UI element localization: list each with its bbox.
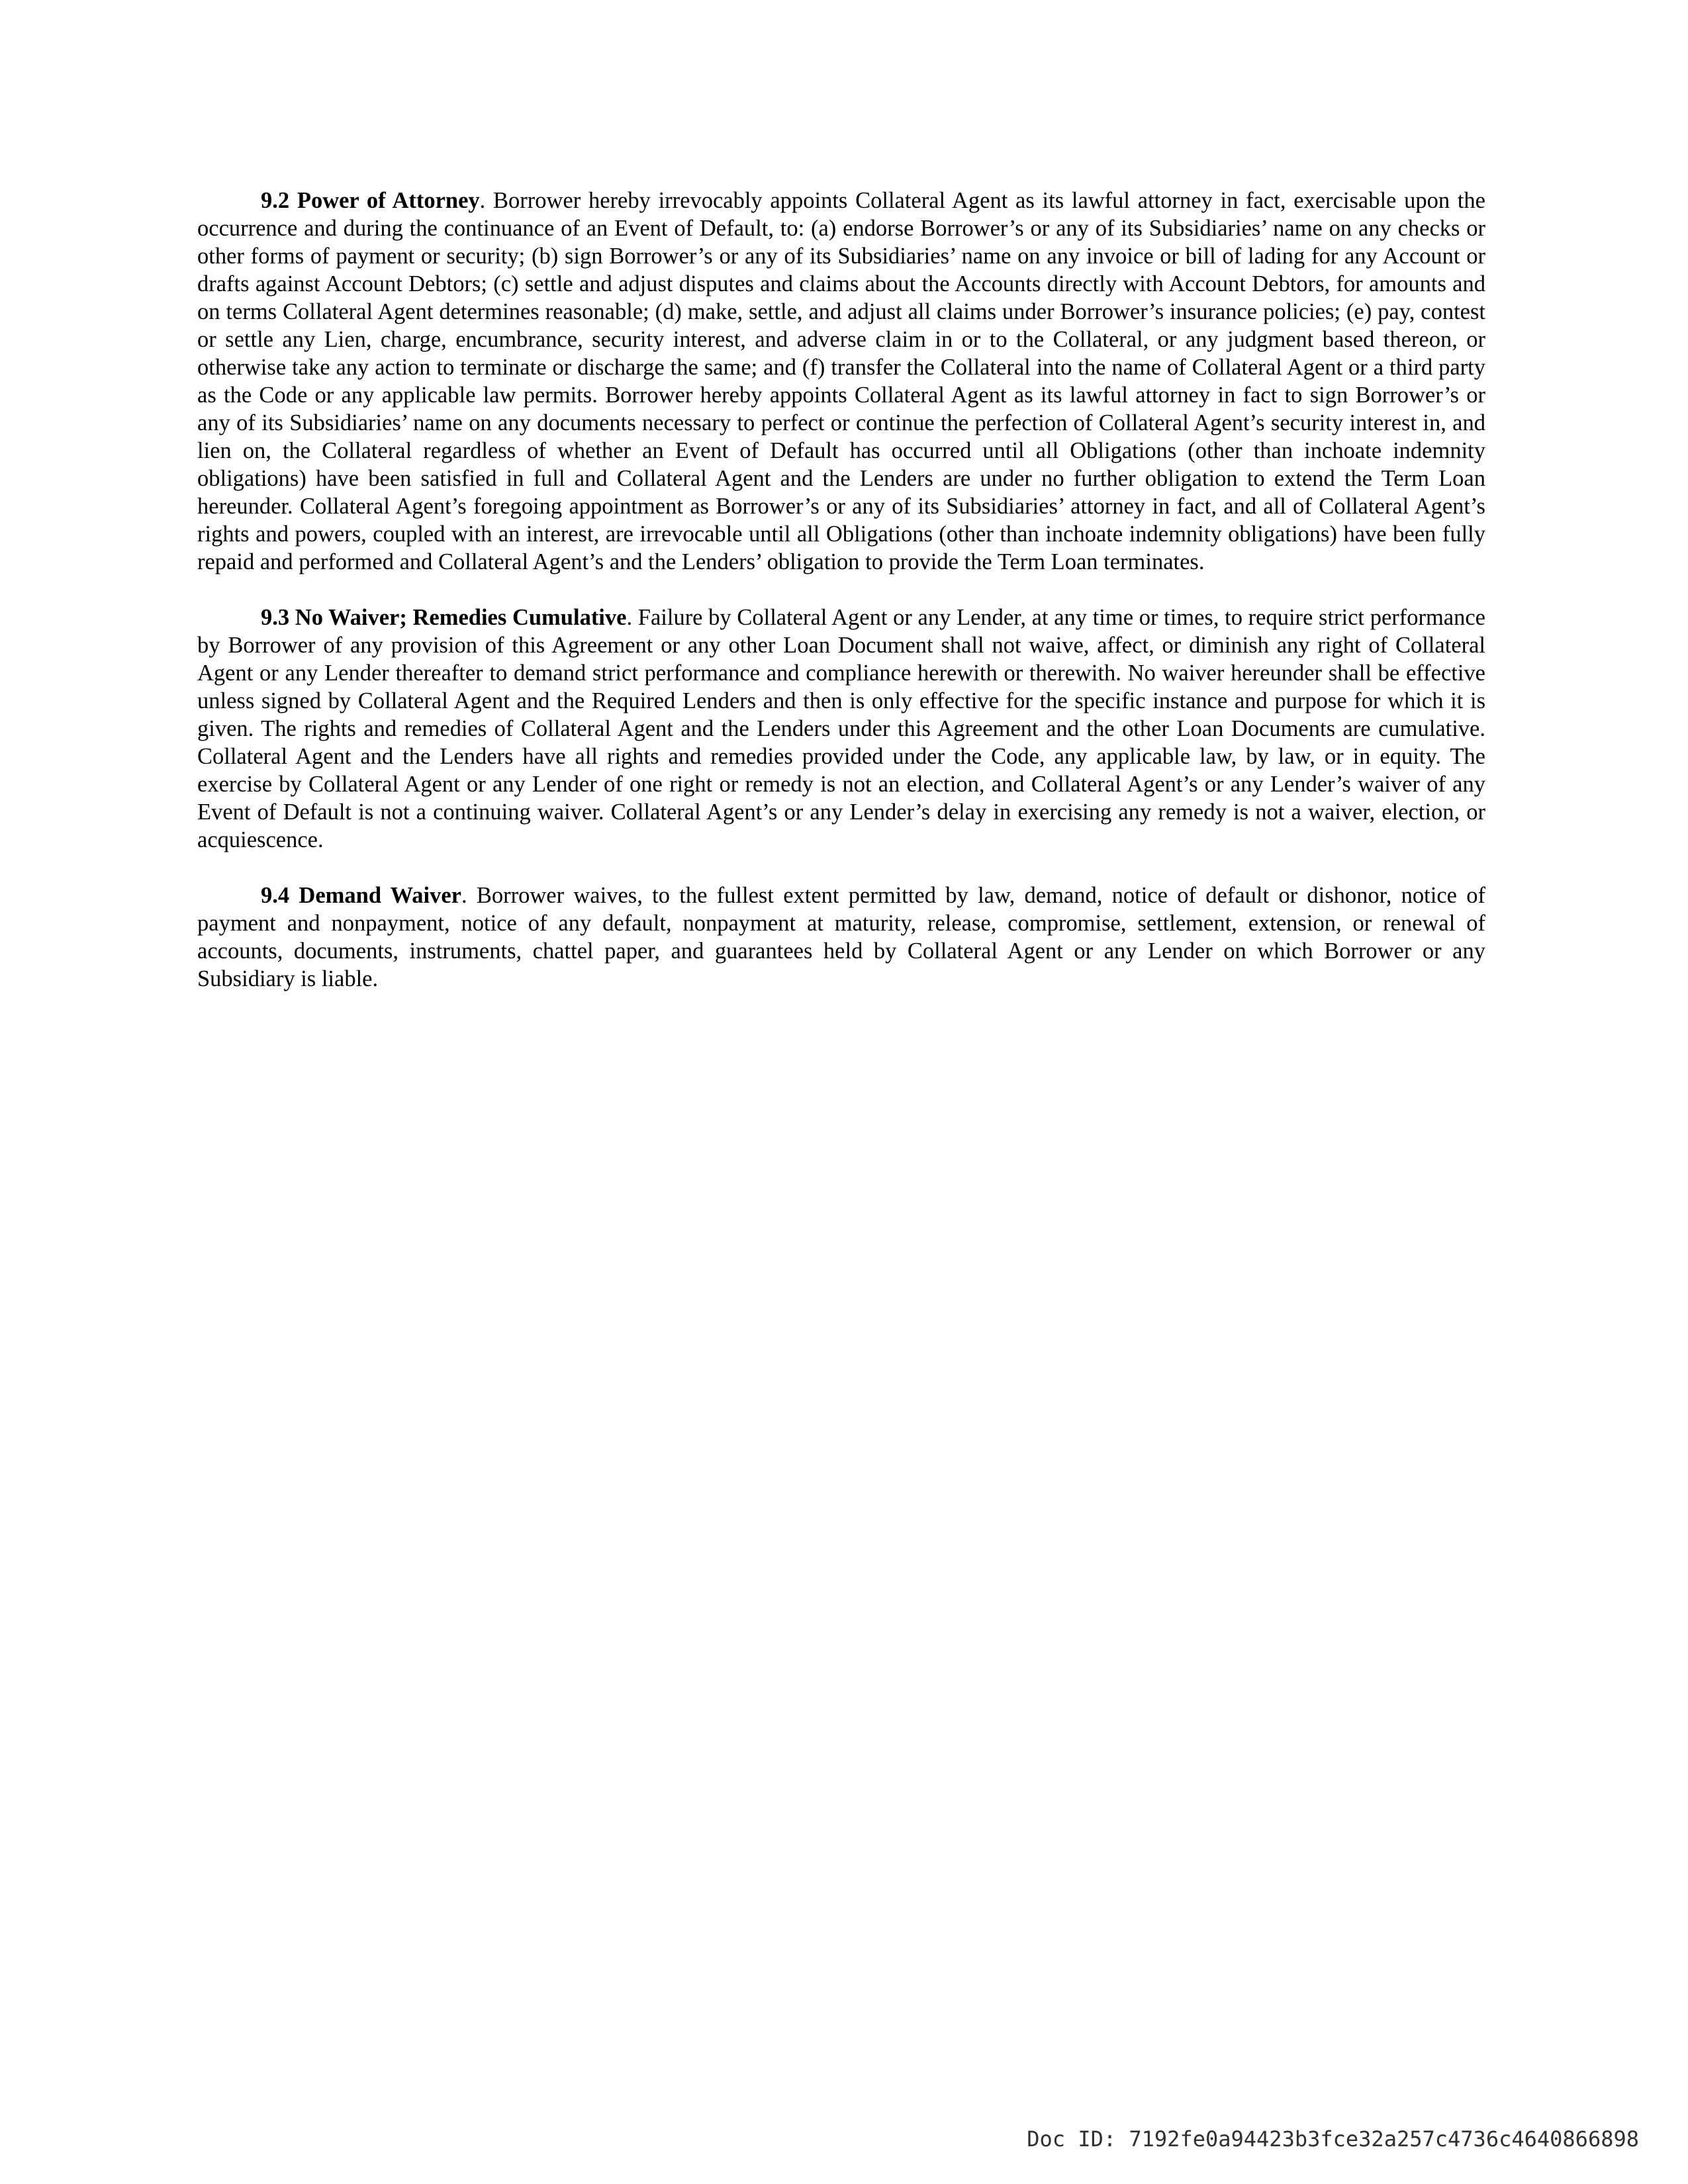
doc-id-footer: Doc ID: 7192fe0a94423b3fce32a257c4736c4640866898 [1027, 2126, 1639, 2152]
section-9-2-paragraph [197, 187, 1485, 576]
section-9-3-body: . Failure by Collateral Agent or any Lender, at any time or times, to require strict performance by Borrower of any provision of this Agreement or any other Loan Document shall not waive, affect, or diminish any right of Collateral Agent or any Lender thereafter to demand strict performance and compliance herewith or therewith. No waiver hereunder shall be effective unless signed by Collateral Agent and the Required Lenders and then is only effective for the specific instance and purpose for which it is given. The rights and remedies of Collateral Agent and the Lenders under this Agreement and the other Loan Documents are cumulative. Collateral Agent and the Lenders have all rights and remedies provided under the Code, any applicable law, by law, or in equity. The exercise by Collateral Agent or any Lender of one right or remedy is not an election, and Collateral Agent’s or any Lender’s waiver of any Event of Default is not a continuing waiver. Collateral Agent’s or any Lender’s delay in exercising any remedy is not a waiver, election, or acquiescence. [197, 605, 1485, 852]
section-9-4-body: . Borrower waives, to the fullest extent permitted by law, demand, notice of default or dishonor, notice of payment and nonpayment, notice of any default, nonpayment at maturity, release, compromise, settlement, extension, or renewal of accounts, documents, instruments, chattel paper, and guarantees held by Collateral Agent or any Lender on which Borrower or any Subsidiary is liable. [197, 883, 1485, 991]
section-9-3-heading: 9.3 No Waiver; Remedies Cumulative [261, 605, 627, 630]
section-9-2-body: . Borrower hereby irrevocably appoints Collateral Agent as its lawful attorney in fact, exercisable upon the occurrence and during the continuance of an Event of Default, to: (a) endorse Borrower’s or any of its Subsidiaries’ name on any checks or other forms of payment or security; (b) sign Borrower’s or any of its Subsidiaries’ name on any invoice or bill of lading for any Account or drafts against Account Debtors; (c) settle and adjust disputes and claims about the Accounts directly with Account Debtors, for amounts and on terms Collateral Agent determines reasonable; (d) make, settle, and adjust all claims under Borrower’s insurance policies; (e) pay, contest or settle any Lien, charge, encumbrance, security interest, and adverse claim in or to the Collateral, or any judgment based thereon, or otherwise take any action to terminate or discharge the same; and (f) transfer the Collateral into the name of Collateral Agent or a third party as the Code or any applicable law permits. Borrower hereby appoints Collateral Agent as its lawful attorney in fact to sign Borrower’s or any of its Subsidiaries’ name on any documents necessary to perfect or continue the perfection of Collateral Agent’s security interest in, and lien on, the Collateral regardless of whether an Event of Default has occurred until all Obligations (other than inchoate indemnity obligations) have been satisfied in full and Collateral Agent and the Lenders are under no further obligation to extend the Term Loan hereunder. Collateral Agent’s foregoing appointment as Borrower’s or any of its Subsidiaries’ attorney in fact, and all of Collateral Agent’s rights and powers, coupled with an interest, are irrevocable until all Obligations (other than inchoate indemnity obligations) have been fully repaid and performed and Collateral Agent’s and the Lenders’ obligation to provide the Term Loan terminates. [197, 188, 1485, 574]
section-9-4-heading: 9.4 Demand Waiver [261, 883, 461, 908]
section-9-2-heading: 9.2 Power of Attorney [261, 188, 480, 213]
section-9-3-paragraph [197, 604, 1485, 854]
section-9-4-paragraph [197, 882, 1485, 993]
